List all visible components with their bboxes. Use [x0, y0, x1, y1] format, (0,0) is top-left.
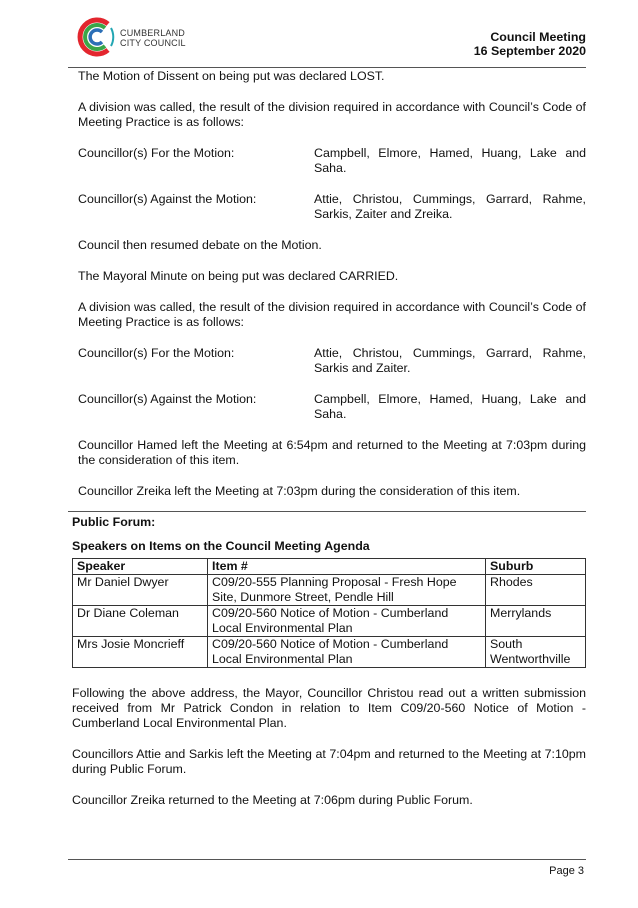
suburb-cell: South Wentworthville	[486, 637, 586, 668]
table-row	[73, 575, 586, 606]
header-divider	[68, 67, 586, 68]
meeting-title: Council Meeting	[490, 30, 586, 44]
vote-row	[78, 192, 586, 222]
column-header: Speaker	[73, 559, 208, 575]
paragraph: Councillor Hamed left the Meeting at 6:54pm and returned to the Meeting at 7:03pm during the consideration of this item.	[78, 438, 586, 467]
vote-label: Councillor(s) Against the Motion:	[78, 192, 257, 206]
footer-divider	[68, 859, 586, 860]
paragraph: Councillor Zreika left the Meeting at 7:03pm during the consideration of this item.	[78, 484, 521, 498]
suburb-cell: Merrylands	[486, 606, 586, 637]
section-divider	[68, 511, 586, 512]
minutes-body	[78, 69, 586, 515]
table-row	[73, 606, 586, 637]
page-number: Page 3	[549, 865, 584, 877]
meeting-info	[474, 30, 586, 58]
logo-line-2: CITY COUNCIL	[120, 38, 186, 48]
paragraph: Council then resumed debate on the Motion.	[78, 238, 322, 252]
speaker-cell: Mrs Josie Moncrieff	[73, 637, 208, 668]
paragraph: A division was called, the result of the division required in accordance with Council’s Code of Meeting Practice is as follows:	[78, 100, 586, 129]
vote-row	[78, 346, 586, 376]
public-forum-heading: Public Forum:	[72, 515, 156, 529]
vote-row	[78, 392, 586, 422]
logo-text	[120, 28, 186, 48]
speakers-table	[72, 558, 586, 668]
paragraph: Councillors Attie and Sarkis left the Meeting at 7:04pm and returned to the Meeting at 7:10pm during Public Forum.	[72, 747, 586, 776]
item-cell: C09/20-555 Planning Proposal - Fresh Hope Site, Dunmore Street, Pendle Hill	[208, 575, 486, 606]
paragraph: A division was called, the result of the division required in accordance with Council’s Code of Meeting Practice is as follows:	[78, 300, 586, 329]
speakers-heading: Speakers on Items on the Council Meeting Agenda	[72, 539, 370, 553]
item-cell: C09/20-560 Notice of Motion - Cumberland Local Environmental Plan	[208, 606, 486, 637]
suburb-cell: Rhodes	[486, 575, 586, 606]
public-forum-notes	[72, 686, 586, 824]
vote-label: Councillor(s) For the Motion:	[78, 346, 235, 360]
paragraph: The Motion of Dissent on being put was declared LOST.	[78, 69, 385, 83]
paragraph: Councillor Zreika returned to the Meeting at 7:06pm during Public Forum.	[72, 793, 473, 807]
column-header: Suburb	[486, 559, 586, 575]
speaker-cell: Dr Diane Coleman	[73, 606, 208, 637]
vote-value: Campbell, Elmore, Hamed, Huang, Lake and Saha.	[314, 146, 586, 175]
item-cell: C09/20-560 Notice of Motion - Cumberland Local Environmental Plan	[208, 637, 486, 668]
column-header: Item #	[208, 559, 486, 575]
vote-row	[78, 146, 586, 176]
logo-c-icon	[72, 14, 118, 60]
page-header	[68, 14, 586, 66]
vote-value: Attie, Christou, Cummings, Garrard, Rahme, Sarkis, Zaiter and Zreika.	[314, 192, 586, 221]
table-row	[73, 637, 586, 668]
vote-label: Councillor(s) For the Motion:	[78, 146, 235, 160]
paragraph: The Mayoral Minute on being put was declared CARRIED.	[78, 269, 399, 283]
vote-value: Campbell, Elmore, Hamed, Huang, Lake and Saha.	[314, 392, 586, 421]
vote-label: Councillor(s) Against the Motion:	[78, 392, 257, 406]
speaker-cell: Mr Daniel Dwyer	[73, 575, 208, 606]
meeting-date: 16 September 2020	[473, 44, 586, 58]
council-logo	[72, 14, 202, 60]
logo-line-1: CUMBERLAND	[120, 28, 186, 38]
paragraph: Following the above address, the Mayor, Councillor Christou read out a written submission received from Mr Patrick Condon in relation to Item C09/20-560 Notice of Motion - Cumberland Local Environmental Plan.	[72, 686, 586, 730]
vote-value: Attie, Christou, Cummings, Garrard, Rahme, Sarkis and Zaiter.	[314, 346, 586, 375]
table-header-row	[73, 559, 586, 575]
